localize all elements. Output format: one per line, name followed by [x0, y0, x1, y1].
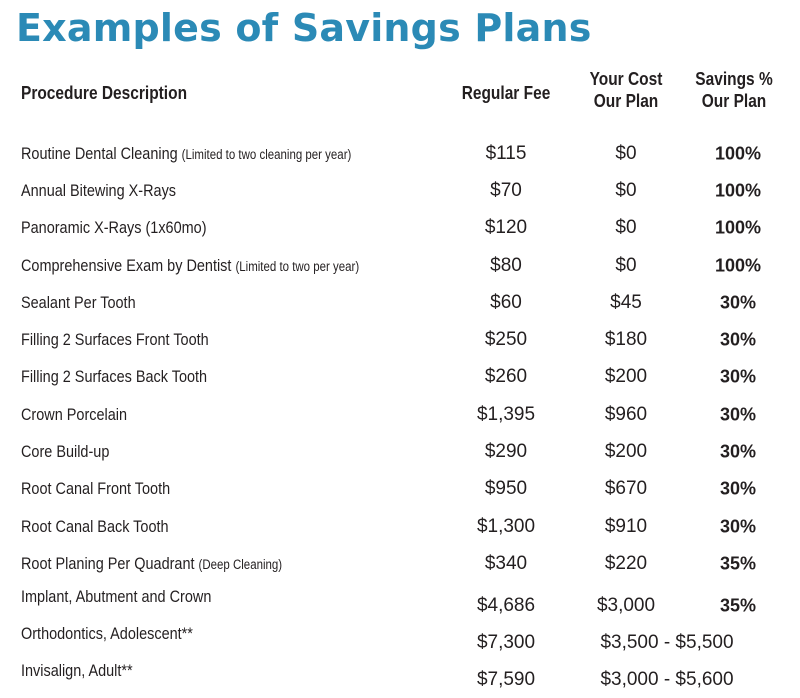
your-cost: $220 — [604, 552, 648, 574]
savings-table — [0, 135, 800, 694]
table-row — [0, 433, 800, 470]
table-row — [0, 657, 800, 694]
your-cost: $0 — [615, 179, 637, 201]
regular-fee: $7,590 — [476, 668, 536, 690]
your-cost-range: $3,500 - $5,500 — [600, 631, 734, 653]
regular-fee: $290 — [484, 441, 528, 463]
regular-fee: $70 — [490, 179, 522, 201]
table-row — [0, 471, 800, 508]
regular-fee: $115 — [485, 142, 527, 164]
your-cost: $3,000 — [596, 594, 656, 616]
header-your-cost-line1: Your Cost — [589, 69, 663, 89]
table-row — [0, 284, 800, 321]
savings-percent: 35% — [719, 595, 757, 615]
procedure-description: Panoramic X-Rays (1x60mo) — [21, 218, 207, 238]
table-row — [0, 172, 800, 209]
regular-fee: $950 — [484, 478, 528, 500]
regular-fee: $80 — [490, 254, 522, 276]
regular-fee: $250 — [484, 329, 528, 351]
savings-percent: 30% — [719, 441, 757, 462]
header-savings — [695, 68, 772, 112]
your-cost: $200 — [604, 441, 648, 463]
procedure-note: (Limited to two cleaning per year) — [181, 146, 352, 162]
table-row — [0, 620, 800, 657]
procedure-description: Root Planing Per Quadrant (Deep Cleaning) — [21, 553, 283, 573]
savings-percent: 30% — [719, 292, 757, 313]
procedure-description: Filling 2 Surfaces Back Tooth — [21, 367, 208, 387]
your-cost: $200 — [604, 366, 648, 388]
savings-percent: 30% — [719, 329, 757, 350]
header-savings-line1: Savings % — [695, 69, 773, 89]
regular-fee: $60 — [490, 291, 522, 313]
page-title: Examples of Savings Plans — [16, 6, 592, 50]
regular-fee: $4,686 — [476, 594, 536, 616]
table-row — [0, 583, 800, 620]
your-cost: $180 — [604, 329, 648, 351]
savings-percent: 30% — [719, 404, 757, 425]
your-cost: $0 — [615, 217, 637, 239]
procedure-description: Root Canal Front Tooth — [21, 479, 171, 499]
header-your-cost — [590, 68, 663, 112]
your-cost: $910 — [604, 515, 648, 537]
savings-percent: 30% — [719, 366, 757, 387]
table-row — [0, 508, 800, 545]
your-cost: $45 — [610, 291, 642, 313]
your-cost-range: $3,000 - $5,600 — [600, 668, 734, 690]
regular-fee: $7,300 — [476, 631, 536, 653]
table-row — [0, 210, 800, 247]
table-row — [0, 396, 800, 433]
your-cost: $0 — [615, 142, 637, 164]
table-row — [0, 247, 800, 284]
table-row — [0, 321, 800, 358]
table-row — [0, 135, 800, 172]
procedure-description: Invisalign, Adult** — [21, 661, 133, 681]
procedure-description: Orthodontics, Adolescent** — [21, 624, 193, 644]
savings-percent: 30% — [719, 478, 757, 499]
savings-percent: 100% — [714, 143, 762, 164]
regular-fee: $340 — [484, 552, 528, 574]
procedure-note: (Limited to two per year) — [235, 258, 360, 274]
table-row — [0, 359, 800, 396]
savings-percent: 30% — [719, 516, 757, 537]
procedure-description: Implant, Abutment and Crown — [21, 587, 212, 607]
header-savings-line2: Our Plan — [701, 91, 767, 111]
procedure-note: (Deep Cleaning) — [198, 556, 283, 572]
table-row — [0, 545, 800, 582]
your-cost: $960 — [604, 403, 648, 425]
header-regular-fee: Regular Fee — [461, 83, 551, 103]
procedure-description: Annual Bitewing X-Rays — [21, 180, 177, 200]
savings-percent: 100% — [714, 255, 762, 276]
procedure-description: Routine Dental Cleaning (Limited to two cleaning per year) — [21, 143, 352, 163]
savings-percent: 100% — [714, 180, 762, 201]
regular-fee: $1,395 — [476, 403, 536, 425]
procedure-description: Comprehensive Exam by Dentist (Limited to two per year) — [21, 255, 360, 275]
procedure-description: Sealant Per Tooth — [21, 292, 136, 312]
regular-fee: $260 — [484, 366, 528, 388]
savings-percent: 100% — [714, 217, 762, 238]
your-cost: $0 — [615, 254, 637, 276]
savings-percent: 35% — [719, 553, 757, 574]
procedure-description: Core Build-up — [21, 442, 110, 462]
table-header — [0, 68, 800, 118]
regular-fee: $1,300 — [476, 515, 536, 537]
your-cost: $670 — [604, 478, 648, 500]
regular-fee: $120 — [484, 217, 528, 239]
header-procedure: Procedure Description — [21, 83, 188, 103]
procedure-description: Crown Porcelain — [21, 404, 128, 424]
procedure-description: Root Canal Back Tooth — [21, 516, 169, 536]
header-your-cost-line2: Our Plan — [593, 91, 659, 111]
procedure-description: Filling 2 Surfaces Front Tooth — [21, 330, 209, 350]
